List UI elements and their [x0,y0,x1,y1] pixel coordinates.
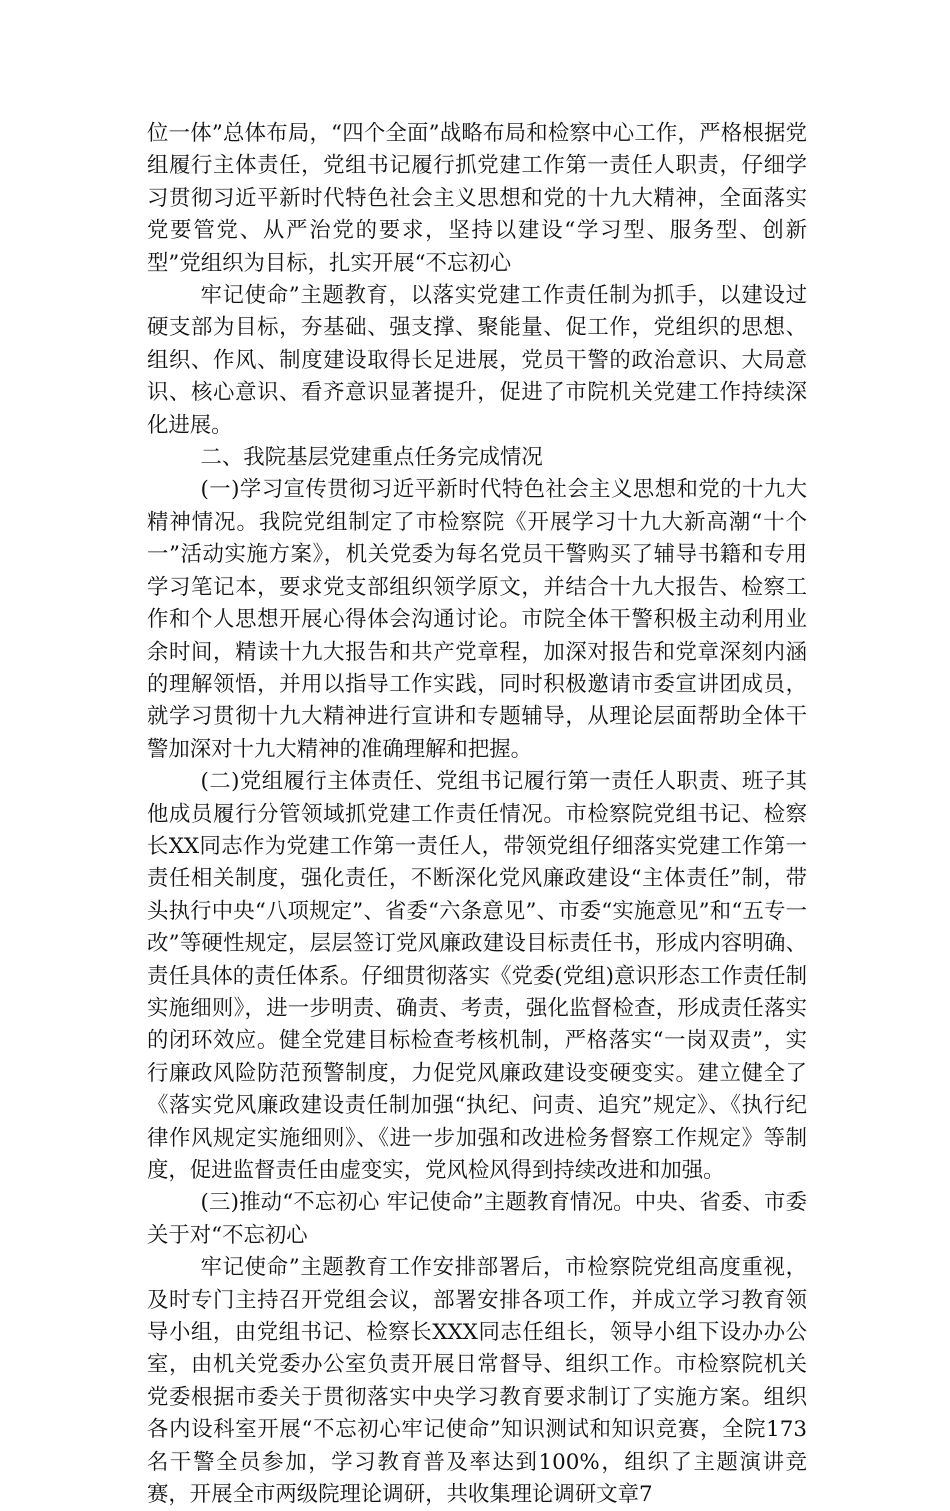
document-page [147,118,807,1511]
paragraph-2: 牢记使命”主题教育，以落实党建工作责任制为抓手，以建设过硬支部为目标，夯基础、强支撑、聚能量、促工作，党组织的思想、组织、作风、制度建设取得长足进展，党员干警的政治意识、大局意识、核心意识、看齐意识显著提升，促进了市院机关党建工作持续深化进展。 [147,283,807,438]
paragraph-5: (三)推动“不忘初心 牢记使命”主题教育情况。中央、省委、市委关于对“不忘初心 [147,1190,807,1248]
paragraph-6: 牢记使命”主题教育工作安排部署后，市检察院党组高度重视，及时专门主持召开党组会议，部署安排各项工作，并成立学习教育领导小组，由党组书记、检察长XXX同志任组长，领导小组下设办办公室，由机关党委办公室负责开展日常督导、组织工作。市检察院机关党委根据市委关于贯彻落实中央学习教育要求制订了实施方案。组织各内设科室开展“不忘初心牢记使命”知识测试和知识竞赛，全院173名干警全员参加，学习教育普及率达到100%，组织了主题演讲竞赛，开展全市两级院理论调研，共收集理论调研文章7 [147,1255,807,1508]
paragraph-4: (二)党组履行主体责任、党组书记履行第一责任人职责、班子其他成员履行分管领域抓党建工作责任情况。市检察院党组书记、检察长XX同志作为党建工作第一责任人，带领党组仔细落实党建工作第一责任相关制度，强化责任，不断深化党风廉政建设“主体责任”制，带头执行中央“八项规定”、省委“六条意见”、市委“实施意见”和“五专一改”等硬性规定，层层签订党风廉政建设目标责任书，形成内容明确、责任具体的责任体系。仔细贯彻落实《党委(党组)意识形态工作责任制实施细则》，进一步明责、确责、考责，强化监督检查，形成责任落实的闭环效应。健全党建目标检查考核机制，严格落实“一岗双责”，实行廉政风险防范预警制度，力促党风廉政建设变硬变实。建立健全了《落实党风廉政建设责任制加强“执纪、问责、追究”规定》、《执行纪律作风规定实施细则》、《进一步加强和改进检务督察工作规定》等制度，促进监督责任由虚变实，党风检风得到持续改进和加强。 [147,769,807,1183]
section-heading: 二、我院基层党建重点任务完成情况 [200,445,543,471]
paragraph-1: 位一体”总体布局，“四个全面”战略布局和检察中心工作，严格根据党组履行主体责任，党组书记履行抓党建工作第一责任人职责，仔细学习贯彻习近平新时代特色社会主义思想和党的十九大精神，全面落实党要管党、从严治党的要求，坚持以建设“学习型、服务型、创新型”党组织为目标，扎实开展“不忘初心 [147,121,807,276]
paragraph-3: (一)学习宣传贯彻习近平新时代特色社会主义思想和党的十九大精神情况。我院党组制定了市检察院《开展学习十九大新高潮“十个一”活动实施方案》，机关党委为每名党员干警购买了辅导书籍和专用学习笔记本，要求党支部组织领学原文，并结合十九大报告、检察工作和个人思想开展心得体会沟通讨论。市院全体干警积极主动利用业余时间，精读十九大报告和共产党章程，加深对报告和党章深刻内涵的理解领悟，并用以指导工作实践，同时积极邀请市委宣讲团成员，就学习贯彻十九大精神进行宣讲和专题辅导，从理论层面帮助全体干警加深对十九大精神的准确理解和把握。 [147,477,807,762]
